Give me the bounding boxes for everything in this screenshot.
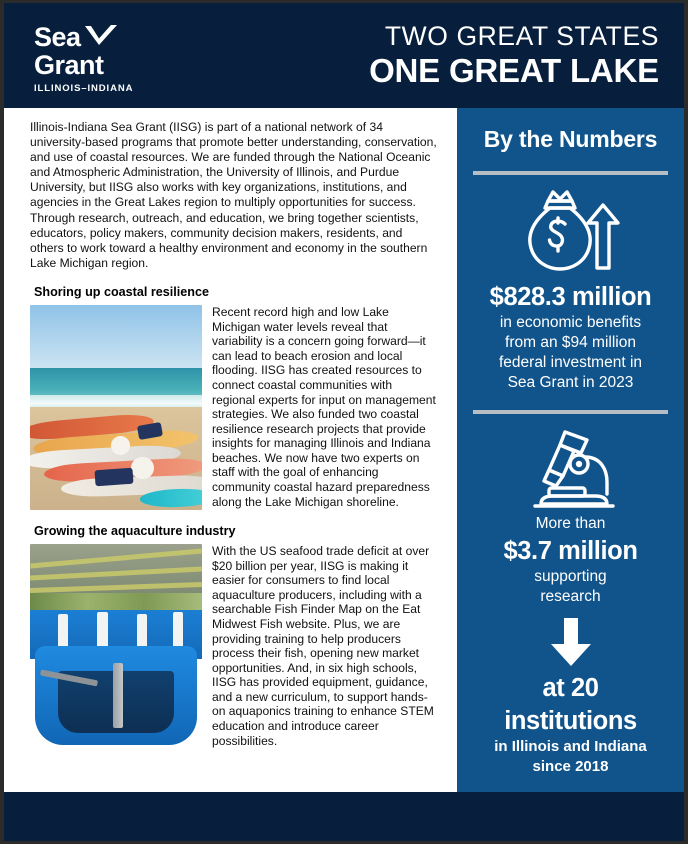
logo-line-sea: Sea bbox=[34, 22, 81, 52]
arrow-down-icon bbox=[467, 616, 674, 668]
article-aquaculture bbox=[30, 524, 437, 749]
logo-line-grant: Grant bbox=[34, 50, 104, 80]
money-bag-growth-icon bbox=[467, 187, 674, 279]
sidebar-divider-top bbox=[473, 171, 668, 175]
page-footer-bar bbox=[4, 792, 684, 841]
article-title: Growing the aquaculture industry bbox=[34, 523, 236, 538]
intro-paragraph-1: Illinois-Indiana Sea Grant (IISG) is part of a national network of 34 university-based programs that promote better understanding, conservation, and use of coastal resources. We are funded through the National Oceanic and Atmospheric Administration, the University of Illinois, and Purdue University, but IISG also works with key organizations, institutions, and agencies in the Great Lakes region to multiply opportunities for success. bbox=[30, 120, 437, 210]
aquaculture-tanks-photo bbox=[30, 544, 202, 749]
wave-check-glyph bbox=[84, 24, 118, 53]
headline-top-line: TWO GREAT STATES bbox=[384, 21, 659, 51]
stat-footnote-line-1: in Illinois and Indiana bbox=[494, 738, 647, 755]
article-body-text: With the US seafood trade deficit at over $20 billion per year, IISG is making it easier for consumers to find local aquaculture producers, including with a searchable Fish Finder Map on the Eat Midwest Fish website. Plus, we are providing training to help producers process their fish, opening new market opportunities. And, in six high schools, IISG has provided equipment, guidance, and a new curriculum, to support hands-on aquaponics training to enhance STEM education and introduce career possibilities. bbox=[212, 543, 434, 748]
stat-secondary-value-line-1: at 20 bbox=[542, 674, 599, 702]
article-title: Shoring up coastal resilience bbox=[34, 284, 209, 299]
article-coastal-resilience bbox=[30, 285, 437, 510]
stat-economic-benefits bbox=[467, 187, 674, 392]
intro-paragraph-2: Through research, outreach, and education, we bring together scientists, educators, policy makers, community decision makers, residents, and others to work toward a healthy environment and economy in the southern Lake Michigan region. bbox=[30, 210, 428, 270]
stat-caption-line-2: from an $94 million bbox=[505, 334, 636, 351]
stat-caption-line-2: research bbox=[540, 588, 601, 605]
main-content-column bbox=[4, 108, 457, 792]
page-title bbox=[369, 21, 659, 89]
stat-caption-line-3: federal investment in bbox=[498, 354, 643, 371]
stat-footnote-line-2: since 2018 bbox=[532, 758, 609, 775]
headline-bottom-line: ONE GREAT LAKE bbox=[369, 52, 659, 89]
stat-caption-line-4: Sea Grant in 2023 bbox=[507, 374, 634, 391]
stat-prefix: More than bbox=[535, 515, 606, 532]
page-body bbox=[4, 108, 684, 792]
beach-kayaks-photo bbox=[30, 305, 202, 510]
logo-states-label: ILLINOIS–INDIANA bbox=[34, 83, 134, 94]
stat-research-funding bbox=[467, 426, 674, 776]
page-header bbox=[4, 3, 684, 108]
sidebar-divider-middle bbox=[473, 410, 668, 414]
sea-grant-logo bbox=[34, 22, 134, 94]
stat-caption-line-1: in economic benefits bbox=[499, 314, 642, 331]
by-the-numbers-sidebar bbox=[457, 108, 684, 792]
stat-secondary-value-line-2: institutions bbox=[504, 707, 637, 735]
article-body-text: Recent record high and low Lake Michigan water levels reveal that variability is a concern going forward—it can lead to beach erosion and local flooding. IISG has created resources to connect coastal communities with regional experts for input on management strategies. We also funded two coastal resilience research projects that provide insights for managing Illinois and Indiana beaches. We now have two experts on staff with the goal of enhancing community coastal hazard preparedness along the Lake Michigan shoreline. bbox=[212, 304, 436, 509]
intro-text-block bbox=[30, 120, 437, 271]
stat-value: $828.3 million bbox=[489, 283, 652, 311]
stat-caption-line-1: supporting bbox=[534, 568, 607, 585]
microscope-icon bbox=[467, 426, 674, 512]
stat-value: $3.7 million bbox=[503, 537, 638, 565]
sidebar-title: By the Numbers bbox=[483, 126, 658, 152]
